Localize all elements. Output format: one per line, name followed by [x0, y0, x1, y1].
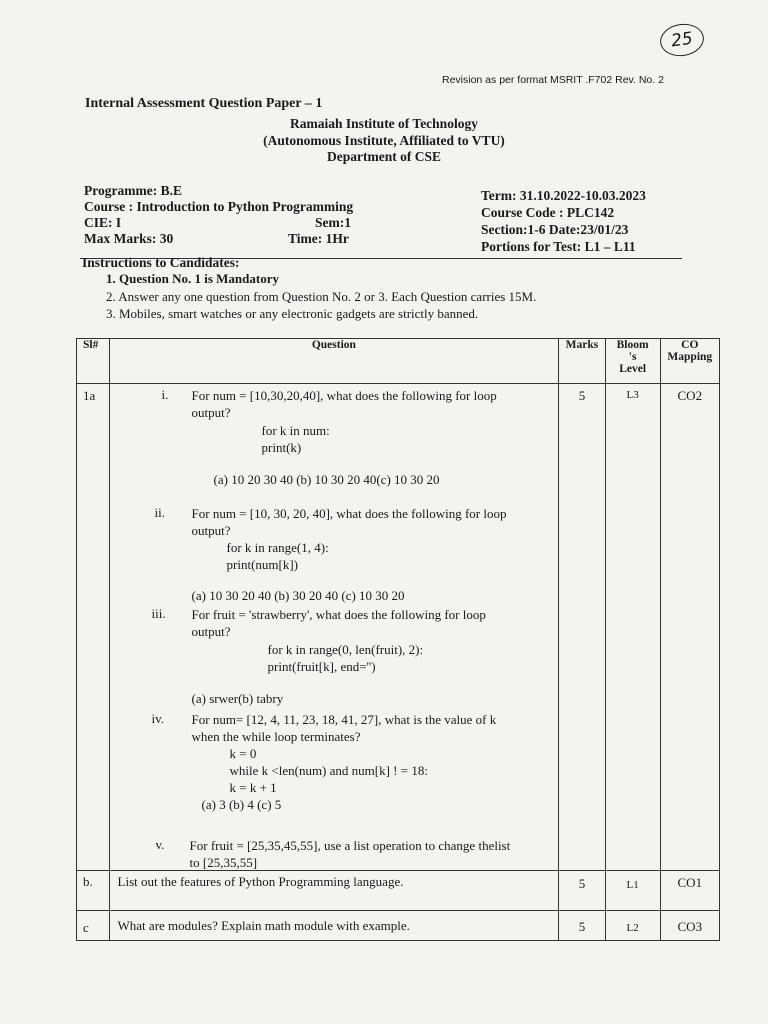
- institute-name: Ramaiah Institute of Technology: [290, 116, 478, 131]
- sub-question: For fruit = [25,35,45,55], use a list operation to change thelist to [25,35,55]: [189, 838, 511, 870]
- code-block: for k in num: print(k): [261, 423, 330, 455]
- table-header-row: [77, 339, 720, 384]
- code-block: for k in range(0, len(fruit), 2): print(fruit[k], end=''): [267, 642, 424, 674]
- sub-num: v.: [155, 837, 165, 852]
- q1a-sl: 1a: [77, 384, 110, 871]
- header-right: [481, 187, 646, 255]
- portions-line: Portions for Test: L1 – L11: [481, 239, 636, 254]
- course-line: Course : Introduction to Python Programming: [84, 199, 354, 214]
- header-blooms: [605, 339, 660, 384]
- institute-affiliation: (Autonomous Institute, Affiliated to VTU): [263, 133, 505, 148]
- header-sl: Sl#: [77, 339, 110, 384]
- cie-label: CIE: I: [84, 215, 122, 230]
- q1b-level: L1: [605, 871, 660, 911]
- header-blooms-1: Bloom: [616, 339, 649, 351]
- answer-options: (a) 10 20 30 40 (b) 10 30 20 40(c) 10 30 20: [213, 472, 440, 487]
- q1a-level: L3: [605, 384, 660, 871]
- instruction-item: 2. Answer any one question from Question No. 2 or 3. Each Question carries 15M.: [106, 289, 537, 304]
- sub-num: ii.: [154, 505, 165, 520]
- cie-sem-line: [84, 215, 353, 231]
- table-row: [77, 384, 720, 871]
- q1b-marks: 5: [559, 871, 605, 911]
- code-block: k = 0 while k <len(num) and num[k] ! = 18: k = k + 1: [229, 746, 428, 795]
- header-co: [660, 339, 719, 384]
- question-table: [76, 338, 720, 941]
- max-marks-label: Max Marks: 30: [84, 231, 174, 246]
- paper-title: Internal Assessment Question Paper – 1: [85, 96, 323, 111]
- sub-num: i.: [161, 387, 169, 402]
- q1c-question: What are modules? Explain math module with example.: [109, 911, 559, 941]
- q1c-level: L2: [605, 911, 660, 941]
- programme-line: Programme: B.E: [84, 183, 182, 198]
- sub-question: For num = [10, 30, 20, 40], what does the following for loop output?: [191, 506, 507, 538]
- section-date-line: Section:1-6 Date:23/01/23: [481, 222, 629, 237]
- q1c-co: CO3: [660, 911, 719, 941]
- header-co-1: CO: [681, 339, 699, 351]
- department-name: Department of CSE: [327, 149, 441, 164]
- q1b-co: CO1: [660, 871, 719, 911]
- header-blooms-3: Level: [619, 363, 647, 375]
- sub-num: iv.: [151, 711, 165, 726]
- sem-label: Sem:1: [315, 215, 351, 230]
- q1a-marks: 5: [559, 384, 605, 871]
- term-line: Term: 31.10.2022-10.03.2023: [481, 188, 646, 203]
- q1c-sl: c: [77, 911, 110, 941]
- answer-options: (a) 3 (b) 4 (c) 5: [201, 797, 282, 812]
- header-marks: Marks: [559, 339, 605, 384]
- answer-options: (a) srwer(b) tabry: [191, 691, 284, 706]
- q1b-sl: b.: [77, 871, 110, 911]
- instruction-item: 3. Mobiles, smart watches or any electronic gadgets are strictly banned.: [106, 306, 479, 321]
- marks-time-line: [84, 231, 353, 247]
- header-question: Question: [109, 339, 559, 384]
- sub-num: iii.: [151, 606, 166, 621]
- answer-options: (a) 10 30 20 40 (b) 30 20 40 (c) 10 30 20: [191, 588, 405, 603]
- q1b-question: List out the features of Python Programming language.: [109, 871, 559, 911]
- q1a-question: [109, 384, 559, 871]
- time-label: Time: 1Hr: [288, 231, 349, 246]
- table-row: [77, 911, 720, 941]
- page-number-mark: 25: [658, 21, 706, 59]
- instruction-item: 1. Question No. 1 is Mandatory: [106, 271, 279, 286]
- sub-question: For num= [12, 4, 11, 23, 18, 41, 27], what is the value of k when the while loop terminates?: [191, 712, 497, 744]
- header-left: [84, 183, 353, 247]
- q1c-marks: 5: [559, 911, 605, 941]
- instructions-heading: Instructions to Candidates:: [82, 255, 240, 270]
- revision-note: Revision as per format MSRIT .F702 Rev. No. 2: [442, 74, 664, 86]
- header-co-2: Mapping: [667, 351, 713, 363]
- sub-question: For num = [10,30,20,40], what does the following for loop output?: [191, 388, 497, 420]
- table-row: [77, 871, 720, 911]
- sub-question: For fruit = 'strawberry', what does the following for loop output?: [191, 607, 486, 639]
- q1a-co: CO2: [660, 384, 719, 871]
- course-code-line: Course Code : PLC142: [481, 205, 615, 220]
- code-block: for k in range(1, 4): print(num[k]): [226, 540, 329, 572]
- header-blooms-2: 's: [628, 351, 637, 363]
